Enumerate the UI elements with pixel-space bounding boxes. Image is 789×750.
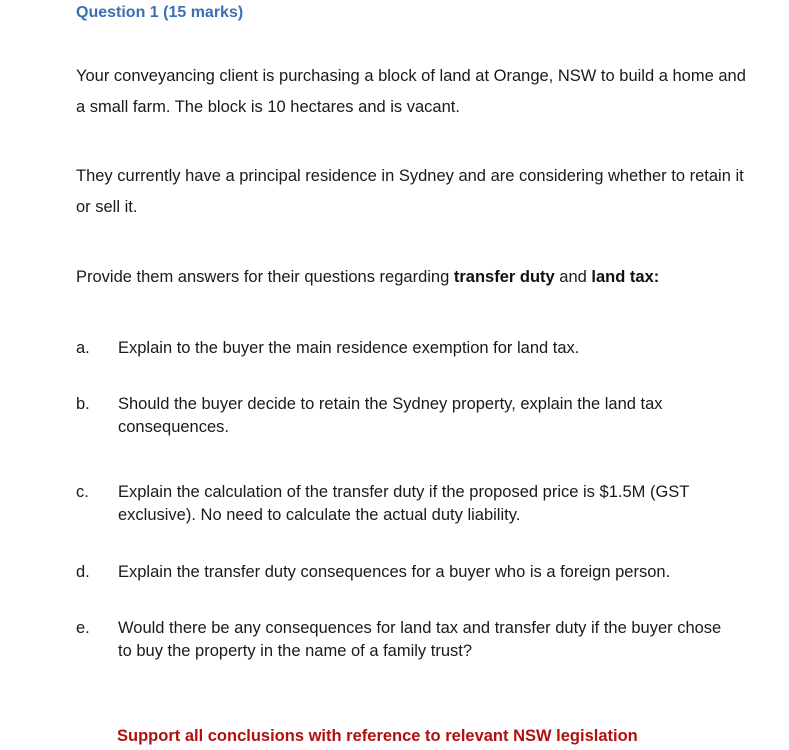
question-text: Explain the calculation of the transfer duty if the proposed price is $1.5M (GST exclusive). No need to calculate the actual duty liability.: [118, 483, 690, 524]
question-letter: e.: [76, 619, 90, 637]
question-letter: c.: [76, 483, 89, 501]
intro-paragraph-2: They currently have a principal residence in Sydney and are considering whether to retain it or sell it.: [76, 167, 744, 216]
legislation-footer-note: Support all conclusions with reference to relevant NSW legislation: [117, 727, 638, 745]
intro-paragraph-1: Your conveyancing client is purchasing a block of land at Orange, NSW to build a home and a small farm. The block is 10 hectares and is vacant.: [76, 67, 746, 116]
instruction-transfer-duty: transfer duty: [453, 268, 555, 286]
instruction-and: and: [554, 268, 592, 286]
instruction-land-tax: land tax:: [591, 268, 660, 286]
question-letter: b.: [76, 395, 90, 413]
instruction-paragraph: [76, 262, 756, 293]
question-text: Explain the transfer duty consequences for a buyer who is a foreign person.: [118, 563, 671, 581]
question-text: Should the buyer decide to retain the Sydney property, explain the land tax consequences.: [118, 395, 663, 436]
instruction-prefix: Provide them answers for their questions regarding: [76, 268, 454, 286]
question-text: Would there be any consequences for land tax and transfer duty if the buyer chose to buy the property in the name of a family trust?: [118, 619, 722, 660]
question-text: Explain to the buyer the main residence exemption for land tax.: [118, 339, 580, 357]
question-letter: d.: [76, 563, 90, 581]
question-heading: Question 1 (15 marks): [76, 4, 244, 21]
question-letter: a.: [76, 339, 90, 357]
